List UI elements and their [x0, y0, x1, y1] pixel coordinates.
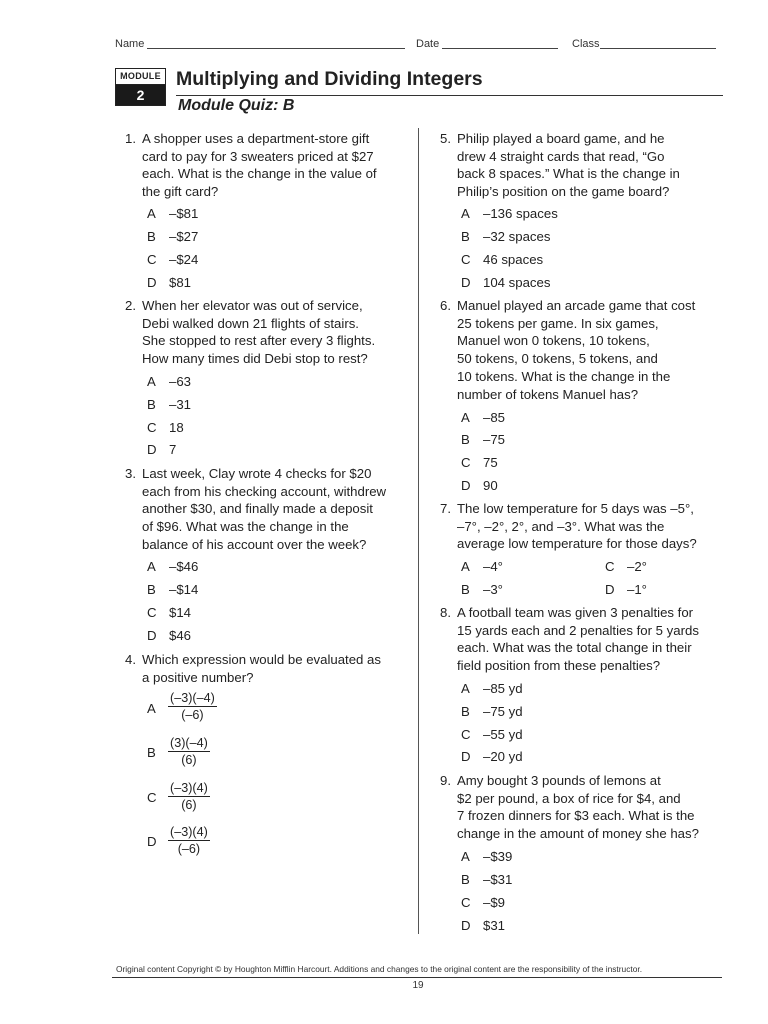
option-letter: D — [605, 582, 615, 597]
fraction-numerator: (–3)(–4) — [170, 691, 215, 705]
option-text: –2° — [627, 559, 647, 574]
option-letter: D — [147, 442, 157, 457]
copyright-notice: Original content Copyright © by Houghton Mifflin Harcourt. Additions and changes to the original content are the responsibility of the instructor. — [116, 964, 643, 974]
page-subtitle: Module Quiz: B — [178, 97, 295, 114]
answer-option[interactable] — [461, 455, 498, 470]
answer-option[interactable] — [147, 605, 191, 620]
question-stem: Which expression would be evaluated as a positive number? — [142, 652, 381, 685]
date-blank[interactable] — [442, 38, 558, 49]
option-text: 90 — [483, 478, 498, 493]
option-text: –1° — [627, 582, 647, 597]
answer-option[interactable] — [147, 374, 191, 389]
answer-option[interactable] — [147, 420, 184, 435]
option-text: –$81 — [169, 206, 199, 221]
answer-option[interactable] — [147, 582, 198, 597]
answer-option[interactable] — [461, 872, 512, 887]
option-letter: D — [461, 275, 471, 290]
fraction-expression — [168, 691, 217, 722]
option-letter: D — [147, 275, 157, 290]
option-letter: D — [461, 918, 471, 933]
page-number: 19 — [412, 980, 424, 991]
question-stem: Last week, Clay wrote 4 checks for $20 each from his checking account, withdrew another $30, and finally made a deposit of $96. What was the change in the balance of his account over the week? — [142, 466, 387, 552]
option-letter: C — [147, 420, 157, 435]
question-number: 6. — [440, 298, 451, 313]
option-text: –4° — [483, 559, 503, 574]
answer-option[interactable] — [605, 582, 647, 597]
answer-option[interactable] — [605, 559, 647, 574]
option-text: 46 spaces — [483, 252, 544, 267]
option-letter: B — [461, 432, 470, 447]
option-text: –85 yd — [483, 681, 523, 696]
option-text: –32 spaces — [483, 229, 551, 244]
option-text: 104 spaces — [483, 275, 551, 290]
name-blank[interactable] — [147, 38, 405, 49]
option-letter: C — [147, 605, 157, 620]
question-stem: A shopper uses a department-store gift card to pay for 3 sweaters priced at $27 each. What is the change in the value of the gift card? — [142, 131, 377, 200]
option-letter: B — [461, 872, 470, 887]
answer-option[interactable] — [461, 559, 503, 574]
option-letter: B — [147, 229, 156, 244]
answer-option[interactable] — [147, 229, 198, 244]
question-stem: When her elevator was out of service, Debi walked down 21 flights of stairs. She stopped to rest after every 3 flights. How many times did Debi stop to rest? — [142, 298, 376, 367]
date-field[interactable] — [416, 38, 439, 50]
answer-option[interactable] — [461, 727, 523, 742]
fraction-denominator: (–6) — [181, 708, 204, 722]
option-text: –$31 — [483, 872, 513, 887]
title-divider — [176, 95, 723, 96]
option-letter: C — [461, 727, 471, 742]
answer-option[interactable] — [461, 849, 512, 864]
option-text: –75 yd — [483, 704, 523, 719]
option-text: –$9 — [483, 895, 506, 910]
option-letter: B — [147, 745, 156, 760]
option-letter: D — [461, 478, 471, 493]
option-letter: C — [147, 252, 157, 267]
option-letter: C — [461, 895, 471, 910]
fraction-expression — [168, 825, 210, 856]
option-letter: A — [147, 701, 156, 716]
option-letter: D — [147, 628, 157, 643]
question-number: 7. — [440, 501, 451, 516]
page-title: Multiplying and Dividing Integers — [176, 68, 483, 90]
answer-option[interactable] — [461, 681, 523, 696]
option-text: –3° — [483, 582, 503, 597]
option-text: –85 — [483, 410, 506, 425]
option-text: $46 — [169, 628, 192, 643]
fraction-denominator: (–6) — [177, 842, 201, 856]
question-stem: A football team was given 3 penalties for 15 yards each and 2 penalties for 5 yards each. What was the total change in their field position from these penalties? — [457, 605, 699, 674]
option-letter: A — [147, 559, 156, 574]
question-number: 1. — [125, 131, 136, 146]
answer-option[interactable] — [147, 628, 191, 643]
fraction-expression — [168, 736, 210, 767]
option-letter: C — [147, 790, 157, 805]
option-text: 18 — [169, 420, 184, 435]
option-text: 75 — [483, 455, 498, 470]
fraction-expression — [168, 781, 210, 812]
option-text: 7 — [169, 442, 177, 457]
option-text: –$24 — [169, 252, 199, 267]
answer-option[interactable] — [147, 834, 169, 849]
option-letter: B — [147, 582, 156, 597]
option-text: –20 yd — [483, 749, 523, 764]
answer-option[interactable] — [461, 206, 558, 221]
option-letter: A — [461, 849, 470, 864]
question-number: 2. — [125, 298, 136, 313]
answer-option[interactable] — [147, 397, 191, 412]
answer-option[interactable] — [461, 704, 523, 719]
answer-option[interactable] — [461, 478, 498, 493]
column-divider — [418, 128, 419, 934]
option-text: –$46 — [169, 559, 199, 574]
answer-option[interactable] — [461, 918, 505, 933]
answer-option[interactable] — [147, 275, 191, 290]
option-letter: A — [461, 410, 470, 425]
fraction-numerator: (–3)(4) — [170, 825, 208, 839]
option-letter: B — [461, 582, 470, 597]
answer-option[interactable] — [461, 432, 505, 447]
answer-option[interactable] — [147, 252, 198, 267]
fraction-denominator: (6) — [181, 753, 197, 767]
option-letter: B — [461, 229, 470, 244]
question-number: 5. — [440, 131, 451, 146]
answer-option[interactable] — [461, 275, 550, 290]
answer-option[interactable] — [147, 745, 169, 760]
option-text: –55 yd — [483, 727, 523, 742]
option-text: –$14 — [169, 582, 199, 597]
fraction-numerator: (3)(–4) — [170, 736, 208, 750]
option-letter: B — [461, 704, 470, 719]
answer-option[interactable] — [147, 701, 169, 716]
option-letter: C — [605, 559, 615, 574]
answer-option[interactable] — [461, 410, 505, 425]
option-letter: C — [461, 252, 471, 267]
module-label: MODULE — [116, 69, 165, 85]
option-letter: C — [461, 455, 471, 470]
question-number: 8. — [440, 605, 451, 620]
option-letter: A — [147, 374, 156, 389]
answer-option[interactable] — [147, 559, 198, 574]
option-text: $31 — [483, 918, 506, 933]
question-stem: Amy bought 3 pounds of lemons at $2 per pound, a box of rice for $4, and 7 frozen dinners for $3 each. What is the change in the amount of money she has? — [457, 773, 699, 842]
option-letter: A — [147, 206, 156, 221]
option-text: –31 — [169, 397, 192, 412]
answer-option[interactable] — [461, 229, 550, 244]
option-letter: A — [461, 206, 470, 221]
option-text: –136 spaces — [483, 206, 558, 221]
option-text: –$39 — [483, 849, 513, 864]
option-letter: D — [461, 749, 471, 764]
option-text: $14 — [169, 605, 192, 620]
module-number: 2 — [116, 85, 165, 105]
footer-divider — [112, 977, 722, 978]
option-text: –$27 — [169, 229, 199, 244]
option-text: $81 — [169, 275, 192, 290]
class-field[interactable] — [572, 38, 600, 50]
option-letter: A — [461, 559, 470, 574]
name-field[interactable] — [115, 38, 144, 50]
option-text: –63 — [169, 374, 192, 389]
answer-option[interactable] — [461, 252, 543, 267]
fraction-numerator: (–3)(4) — [170, 781, 208, 795]
question-number: 3. — [125, 466, 136, 481]
name-label: Name — [115, 38, 145, 50]
answer-option[interactable] — [147, 442, 176, 457]
option-letter: B — [147, 397, 156, 412]
question-stem: Philip played a board game, and he drew 4 straight cards that read, “Go back 8 spaces.” What is the change in Philip’s position on the game board? — [457, 131, 680, 200]
module-badge — [115, 68, 166, 106]
answer-option[interactable] — [461, 895, 505, 910]
question-number: 4. — [125, 652, 136, 667]
class-blank[interactable] — [600, 38, 716, 49]
fraction-denominator: (6) — [181, 798, 197, 812]
date-label: Date — [416, 38, 440, 50]
question-stem: The low temperature for 5 days was –5°, –7°, –2°, 2°, and –3°. What was the average low temperature for those days? — [457, 501, 697, 552]
question-number: 9. — [440, 773, 451, 788]
answer-option[interactable] — [147, 790, 169, 805]
answer-option[interactable] — [147, 206, 198, 221]
question-stem: Manuel played an arcade game that cost 25 tokens per game. In six games, Manuel won 0 tokens, 10 tokens, 50 tokens, 0 tokens, 5 tokens, and 10 tokens. What is the change in the number of tokens Manuel has? — [457, 298, 696, 402]
class-label: Class — [572, 38, 600, 50]
option-letter: D — [147, 834, 157, 849]
option-text: –75 — [483, 432, 506, 447]
option-letter: A — [461, 681, 470, 696]
answer-option[interactable] — [461, 749, 523, 764]
answer-option[interactable] — [461, 582, 503, 597]
